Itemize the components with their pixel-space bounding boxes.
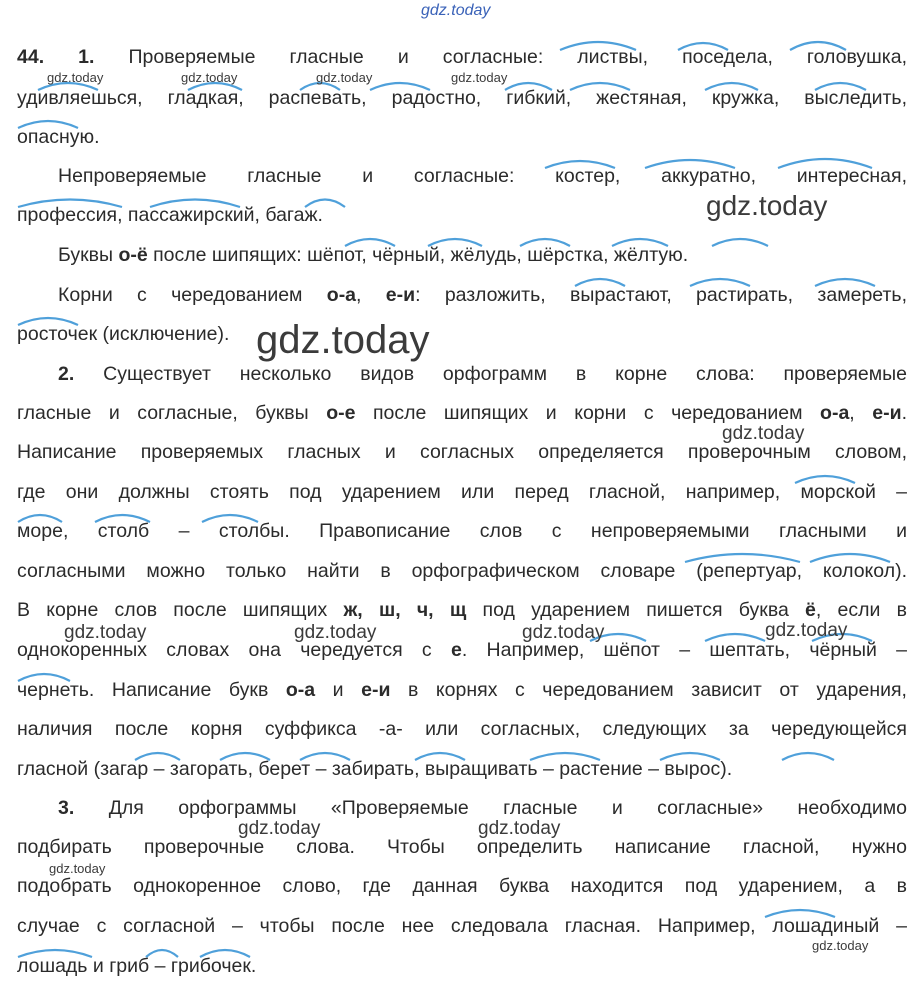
text-line: 44. 1. Проверяемые гласные и согласные: листвы, поседела, головушка,	[17, 46, 908, 68]
text-line: Непроверяемые гласные и согласные: костер, аккуратно, интересная,	[58, 165, 907, 187]
watermark: gdz.today	[47, 70, 104, 85]
text-line: В корне слов после шипящих ж, ш, ч, щ под ударением пишется буква ё, если в	[17, 599, 907, 621]
text-line: росточек (исключение).	[17, 323, 230, 345]
text-line: наличия после корня суффикса -а- или согласных, следующих за чередующейся	[17, 718, 907, 740]
watermark: gdz.today	[722, 423, 805, 444]
watermark: gdz.today	[706, 190, 828, 221]
text-line: чернеть. Написание букв о-а и е-и в корнях с чередованием зависит от ударения,	[17, 679, 907, 701]
text-line: море, столб – столбы. Правописание слов с непроверяемыми гласными и	[17, 520, 907, 542]
text-line: гласные и согласные, буквы о-е после шипящих и корни с чередованием о-а, е-и.	[17, 402, 907, 424]
text-line: однокоренных словах она чередуется с е. Например, шёпот – шептать, чёрный –	[17, 639, 907, 661]
watermark: gdz.today	[765, 620, 848, 641]
text-line: гласной (загар – загорать, берет – забирать, выращивать – растение – вырос).	[17, 758, 733, 780]
watermark: gdz.today	[238, 818, 321, 839]
text-line: согласными можно только найти в орфографическом словаре (репертуар, колокол).	[17, 560, 907, 582]
text-line: случае с согласной – чтобы после нее следовала гласная. Например, лошадиный –	[17, 915, 907, 937]
text-line: где они должны стоять под ударением или перед гласной, например, морской –	[17, 481, 907, 503]
text-line: подобрать однокоренное слово, где данная буква находится под ударением, а в	[17, 875, 907, 897]
text-line: опасную.	[17, 126, 100, 148]
watermark: gdz.today	[451, 70, 508, 85]
text-line: 2. Существует несколько видов орфограмм в корне слова: проверяемые	[58, 363, 907, 385]
text-line: удивляешься, гладкая, распевать, радостно, гибкий, жестяная, кружка, выследить,	[17, 87, 907, 109]
watermark: gdz.today	[812, 938, 869, 953]
watermark: gdz.today	[294, 622, 377, 643]
watermark: gdz.today	[316, 70, 373, 85]
text-line: Написание проверяемых гласных и согласных определяется проверочным словом,	[17, 441, 907, 463]
text-line: Буквы о-ё после шипящих: шёпот, чёрный, жёлудь, шёрстка, жёлтую.	[58, 244, 689, 266]
text-line: 3. Для орфограммы «Проверяемые гласные и согласные» необходимо	[58, 797, 907, 819]
text-line: подбирать проверочные слова. Чтобы определить написание гласной, нужно	[17, 836, 907, 858]
watermark: gdz.today	[181, 70, 238, 85]
text-line: лошадь и гриб – грибочек.	[17, 955, 257, 977]
text-line: профессия, пассажирский, багаж.	[17, 204, 323, 226]
watermark: gdz.today	[256, 318, 430, 362]
watermark: gdz.today	[49, 861, 106, 876]
header-watermark: gdz.today	[421, 2, 491, 19]
text-line: Корни с чередованием о-а, е-и: разложить, вырастают, растирать, замереть,	[58, 284, 907, 306]
watermark: gdz.today	[478, 818, 561, 839]
watermark: gdz.today	[522, 622, 605, 643]
watermark: gdz.today	[64, 622, 147, 643]
